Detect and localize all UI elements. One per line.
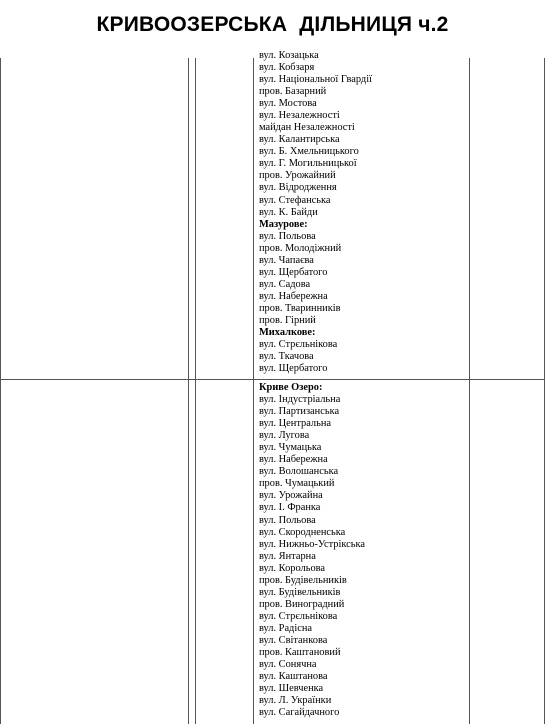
street-item: вул. Сагайдачного	[259, 707, 340, 719]
row-divider	[0, 379, 545, 380]
street-item: вул. Набережна	[259, 290, 328, 302]
street-item: вул. Стрєльнікова	[259, 339, 338, 351]
street-item: вул. Щербатого	[259, 266, 328, 278]
street-item: вул. Мостова	[259, 98, 317, 110]
street-item: вул. Національної Гвардії	[259, 74, 372, 86]
street-item: вул. Сонячна	[259, 659, 317, 671]
street-table	[0, 50, 545, 724]
street-item: пров. Урожайний	[259, 170, 336, 182]
street-item: майдан Незалежності	[259, 122, 355, 134]
street-item: вул. Центральна	[259, 418, 332, 430]
street-item: вул. Корольова	[259, 562, 326, 574]
street-item: вул. Янтарна	[259, 550, 316, 562]
streets-cell-row-1	[259, 62, 469, 375]
street-item: пров. Тваринників	[259, 302, 341, 314]
street-item: вул. Каштанова	[259, 671, 328, 683]
street-item: вул. Набережна	[259, 454, 328, 466]
street-item: вул. Чапаєва	[259, 254, 314, 266]
street-item: вул. І. Франка	[259, 502, 321, 514]
page-title: КРИВООЗЕРСЬКА ДІЛЬНИЦЯ ч.2	[96, 13, 449, 36]
street-item: пров. Гірний	[259, 314, 316, 326]
street-item: вул. Незалежності	[259, 110, 340, 122]
street-item: вул. Калантирська	[259, 134, 340, 146]
street-item: вул. Г. Могильницької	[259, 158, 357, 170]
street-item: вул. Індустріальна	[259, 394, 341, 406]
street-item: вул. Шевченка	[259, 683, 324, 695]
street-item: вул. Чумацька	[259, 442, 322, 454]
column-divider	[188, 58, 189, 724]
street-item: вул. Скородненська	[259, 526, 346, 538]
street-item: вул. Л. Українки	[259, 695, 332, 707]
street-item: вул. Радісна	[259, 622, 313, 634]
table-border-left	[0, 58, 1, 724]
locality-heading: Криве Озеро:	[259, 382, 323, 393]
street-item: вул. Садова	[259, 278, 311, 290]
street-item: вул. Лугова	[259, 430, 310, 442]
street-item: вул. Будівельників	[259, 586, 341, 598]
street-item: вул. Світанкова	[259, 634, 328, 646]
street-item: вул. Кобзаря	[259, 62, 315, 73]
cropped-text: вул. Козацька	[259, 50, 319, 61]
street-item: пров. Молодіжний	[259, 242, 342, 254]
street-item: вул. Щербатого	[259, 363, 328, 375]
street-item: вул. Волошанська	[259, 466, 339, 478]
street-item: вул. Польова	[259, 514, 316, 526]
streets-cell-row-2	[259, 382, 469, 719]
street-item: пров. Чумацький	[259, 478, 335, 490]
column-divider	[469, 58, 470, 724]
street-item: вул. Відродження	[259, 182, 337, 194]
street-item: пров. Базарний	[259, 86, 327, 98]
street-item: вул. Партизанська	[259, 406, 340, 418]
street-item: вул. К. Байди	[259, 206, 318, 218]
street-item: вул. Ткачова	[259, 351, 314, 363]
street-item: вул. Урожайна	[259, 490, 323, 502]
street-item: пров. Каштановий	[259, 647, 341, 659]
street-item: вул. Нижньо-Устрікська	[259, 538, 365, 550]
column-divider	[195, 58, 196, 724]
column-divider	[253, 58, 254, 724]
street-item: пров. Виноградний	[259, 598, 345, 610]
locality-heading: Мазурове:	[259, 218, 308, 230]
street-item: вул. Стрєльнікова	[259, 610, 338, 622]
street-item: вул. Б. Хмельницького	[259, 146, 359, 158]
locality-heading: Михалкове:	[259, 327, 316, 339]
street-item: пров. Будівельників	[259, 574, 347, 586]
street-item: вул. Польова	[259, 230, 316, 242]
street-item: вул. Стефанська	[259, 194, 331, 206]
